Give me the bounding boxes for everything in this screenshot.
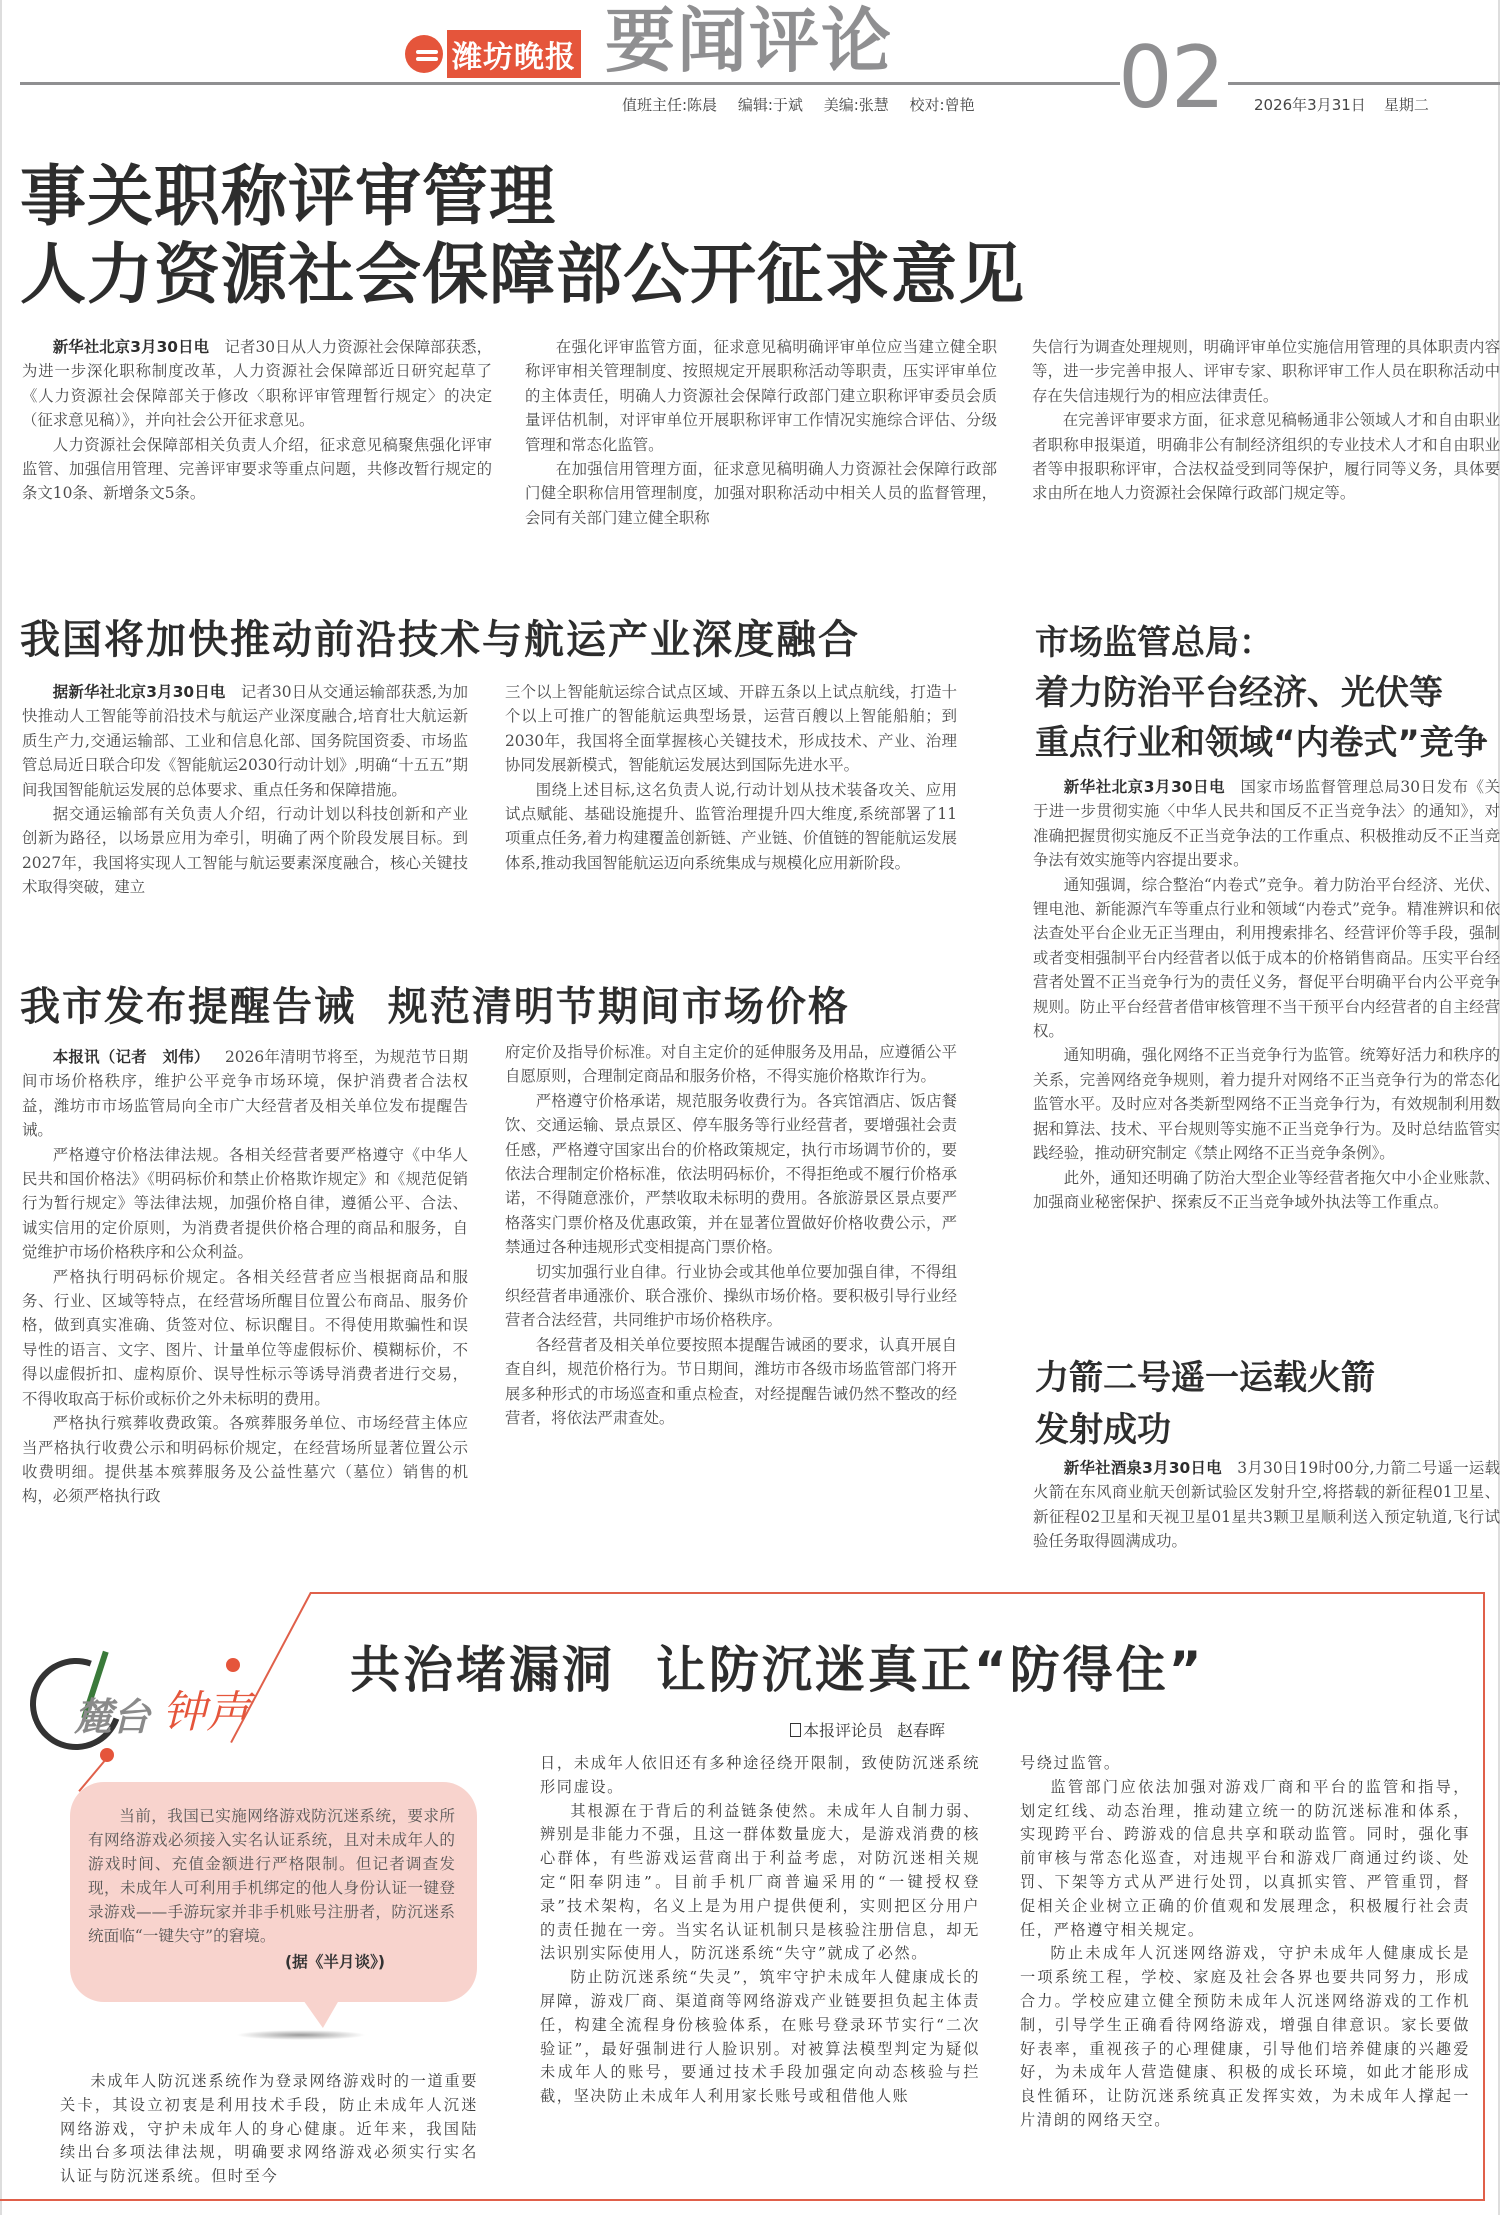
headline-line-1: 事关职称评审管理	[20, 158, 556, 235]
frame-rule-bottom	[0, 2199, 1485, 2201]
article-headline: 我国将加快推动前沿技术与航运产业深度融合	[20, 617, 860, 663]
paragraph: 监管部门应依法加强对游戏厂商和平台的监管和指导，划定红线、动态治理，推动建立统一的防沉迷标准和体系，实现跨平台、跨游戏的信息共享和联动监管。同时，强化事前审核与常态化巡查，对违规平台和游戏厂商通过约谈、处罚、下架等方式从严进行处罚，以真抓实管、严管重罚，督促相关企业树立正确的价值观和发展理念，积极履行社会责任，严格遵守相关规定。	[1020, 1777, 1470, 1939]
paragraph: 各经营者及相关单位要按照本提醒告诫函的要求，认真开展自查自纠，规范价格行为。节日期间，潍坊市各级市场监管部门将开展多种形式的市场巡查和重点检查，对经提醒告诫仍然不整改的经营者，将依法严肃查处。	[505, 1335, 957, 1428]
byline-role: 本报评论员	[803, 1721, 884, 1740]
staff-proofreader: 校对:曾艳	[909, 96, 975, 114]
frame-rule-right	[1483, 1592, 1485, 2199]
article-column-1	[22, 1045, 468, 1509]
headline-line-1: 市场监管总局：	[1035, 623, 1273, 663]
article-column-2	[505, 680, 957, 875]
byline	[790, 1718, 945, 1741]
quote-text: 当前，我国已实施网络游戏防沉迷系统，要求所有网络游戏必须接入实名认证系统，且对未成年人的游戏时间、充值金额进行严格限制。但记者调查发现，未成年人可利用手机绑定的他人身份认证一键登录游戏——手游玩家并非手机账号注册者，防沉迷系统面临“一键失守”的窘境。	[88, 1807, 455, 1945]
dateline: 新华社北京3月30日电	[1063, 778, 1226, 796]
page-border-left	[0, 0, 2, 2215]
header-rule-right	[1228, 82, 1500, 85]
paragraph: 本报讯（记者 刘伟） 2026年清明节将至，为规范节日期间市场价格秩序，维护公平竞争市场环境，保护消费者合法权益，潍坊市市场监管局向全市广大经营者及相关单位发布提醒告诫。	[22, 1048, 468, 1140]
article-body	[1033, 775, 1500, 1214]
issue-date	[1254, 94, 1429, 115]
headline-line-3: 重点行业和领域“内卷式”竞争	[1035, 723, 1488, 763]
paragraph: 防止未成年人沉迷网络游戏，守护未成年人健康成长是一项系统工程，学校、家庭及社会各界也要共同努力，形成合力。学校应建立健全预防未成年人沉迷网络游戏的工作机制，引导学生正确看待网络游戏，增强自律意识。家长要做好表率，重视孩子的心理健康，引导他们培养健康的兴趣爱好，为未成年人营造健康、积极的成长环境，如此才能形成良性循环，让防沉迷系统真正发挥实效，为未成年人撑起一片清朗的网络天空。	[1020, 1944, 1470, 2129]
article-body	[1033, 1456, 1500, 1554]
commentary-column-2	[540, 1752, 980, 2109]
article-column-3	[1032, 335, 1500, 506]
date-text: 2026年3月31日	[1254, 96, 1366, 114]
article-column-2	[525, 335, 997, 530]
paragraph: 切实加强行业自律。行业协会或其他单位要加强自律，不得组织经营者串通涨价、联合涨价、操纵市场价格。要积极引导行业经营者合法经营，共同维护市场价格秩序。	[505, 1262, 957, 1330]
paragraph: 在完善评审要求方面，征求意见稿畅通非公领域人才和自由职业者职称申报渠道，明确非公有制经济组织的专业技术人才和自由职业者等申报职称评审，合法权益受到同等保护，履行同等义务，具体要求由所在地人力资源社会保障行政部门规定等。	[1032, 411, 1500, 503]
paragraph: 失信行为调查处理规则，明确评审单位实施信用管理的具体职责内容等，进一步完善申报人、评审专家、职称评审工作人员在职称活动中存在失信违规行为的相应法律责任。	[1032, 338, 1500, 405]
article-column-2	[505, 1040, 957, 1431]
paragraph: 据新华社北京3月30日电 记者30日从交通运输部获悉,为加快推动人工智能等前沿技术与航运产业深度融合,培育壮大航运新质生产力,交通运输部、工业和信息化部、国务院国资委、市场监管总局近日联合印发《智能航运2030行动计划》,明确“十五五”期间我国智能航运发展的总体要求、重点任务和保障措施。	[22, 683, 468, 799]
paragraph: 严格遵守价格承诺，规范服务收费行为。各宾馆酒店、饭店餐饮、交通运输、景点景区、停车服务等行业经营者，要增强社会责任感，严格遵守国家出台的价格政策规定，执行市场调节价的，要依法合理制定价格标准，依法明码标价，不得拒绝或不履行价格承诺，不得随意涨价，严禁收取未标明的费用。各旅游景区景点要严格落实门票价格及优惠政策，并在显著位置做好价格收费公示，严禁通过各种违规形式变相提高门票价格。	[505, 1091, 957, 1257]
paragraph: 未成年人防沉迷系统作为登录网络游戏时的一道重要关卡，其设立初衷是利用技术手段，防止未成年人沉迷网络游戏，守护未成年人的身心健康。近年来，我国陆续出台多项法律法规，明确要求网络游戏必须实行实名认证与防沉迷系统。但时至今	[60, 2072, 478, 2186]
column-logo	[22, 1650, 282, 1760]
paragraph: 其根源在于背后的利益链条使然。未成年人自制力弱、辨别是非能力不强，且这一群体数量庞大，是游戏消费的核心群体，有些游戏运营商出于利益考虑，对防沉迷相关规定“阳奉阴违”。目前手机厂商普遍采用的“一键授权登录”技术架构，名义上是为用户提供便利，实则把区分用户的责任抛在一旁。当实名认证机制只是核验注册信息，却无法识别实际使用人，防沉迷系统“失守”就成了必然。	[540, 1801, 980, 1963]
headline-line-2: 发射成功	[1035, 1410, 1171, 1450]
quote-source: (据《半月谈》)	[284, 1953, 385, 1971]
staff-duty-editor: 值班主任:陈晨	[622, 96, 718, 114]
dateline: 新华社北京3月30日电	[52, 338, 210, 356]
headline-line-1: 力箭二号遥一运载火箭	[1035, 1358, 1375, 1398]
article-column-1	[22, 680, 468, 900]
commentary-column-3	[1020, 1752, 1470, 2133]
paragraph: 严格执行殡葬收费政策。各殡葬服务单位、市场经营主体应当严格执行收费公示和明码标价规定，在经营场所显著位置公示收费明细。提供基本殡葬服务及公益性墓穴（墓位）销售的机构，必须严格执行政	[22, 1414, 468, 1506]
commentary-headline: 共治堵漏洞 让防沉迷真正“防得住”	[350, 1641, 1205, 1699]
dateline: 新华社酒泉3月30日电	[1063, 1459, 1222, 1477]
byline-name: 赵春晖	[897, 1721, 946, 1740]
headline-line-2: 人力资源社会保障部公开征求意见	[20, 236, 1025, 313]
weekday-text: 星期二	[1383, 96, 1429, 114]
newspaper-logo	[405, 30, 581, 78]
dateline: 据新华社北京3月30日电	[52, 683, 226, 701]
paragraph: 新华社酒泉3月30日电 3月30日19时00分,力箭二号遥一运载火箭在东风商业航天创新试验区发射升空,将搭载的新征程01卫星、新征程02卫星和天视卫星01星共3颗卫星顺利送入预定轨道,飞行试验任务取得圆满成功。	[1033, 1459, 1500, 1551]
paragraph: 新华社北京3月30日电 记者30日从人力资源社会保障部获悉，为进一步深化职称制度改革，人力资源社会保障部近日研究起草了《人力资源社会保障部关于修改〈职称评审管理暂行规定〉的决定（征求意见稿）》，并向社会公开征求意见。	[22, 338, 492, 430]
paragraph: 号绕过监管。	[1020, 1754, 1121, 1772]
frame-rule-top	[310, 1592, 1485, 1594]
column-name-part-2: 钟声	[162, 1687, 250, 1738]
paragraph: 在加强信用管理方面，征求意见稿明确人力资源社会保障行政部门健全职称信用管理制度，加强对职称活动中相关人员的监督管理，会同有关部门建立健全职称	[525, 460, 997, 527]
paragraph: 新华社北京3月30日电 国家市场监督管理总局30日发布《关于进一步贯彻实施〈中华人民共和国反不正当竞争法〉的通知》，对准确把握贯彻实施反不正当竞争法的工作重点、积极推动反不正当竞争法有效实施等内容提出要求。	[1033, 778, 1500, 870]
section-title: 要闻评论	[605, 0, 893, 82]
quote-bubble-shadow	[236, 2030, 366, 2040]
paragraph: 在强化评审监管方面，征求意见稿明确评审单位应当建立健全职称评审相关管理制度、按照规定开展职称活动等职责，压实评审单位的主体责任，明确人力资源社会保障行政部门建立职称评审委员会质量评估机制，对评审单位开展职称评审工作情况实施综合评估、分级管理和常态化监管。	[525, 338, 997, 454]
paragraph: 此外，通知还明确了防治大型企业等经营者拖欠中小企业账款、加强商业秘密保护、探索反不正当竞争域外执法等工作重点。	[1033, 1168, 1500, 1211]
column-name-part-1: 麓台	[74, 1695, 151, 1739]
paragraph: 府定价及指导价标准。对自主定价的延伸服务及用品，应遵循公平自愿原则，合理制定商品和服务价格，不得实施价格欺诈行为。	[505, 1043, 957, 1086]
paragraph: 围绕上述目标,这名负责人说,行动计划从技术装备攻关、应用试点赋能、基础设施提升、监管治理提升四大维度,系统部署了11项重点任务,着力构建覆盖创新链、产业链、价值链的智能航运发展体系,推动我国智能航运迈向系统集成与规模化应用新阶段。	[505, 780, 957, 872]
article-headline	[20, 158, 1025, 314]
paragraph: 严格执行明码标价规定。各相关经营者应当根据商品和服务、行业、区域等特点，在经营场所醒目位置公布商品、服务价格，做到真实准确、货签对位、标识醒目。不得使用欺骗性和误导性的语言、文字、图片、计量单位等虚假标价、模糊标价，不得以虚假折扣、虚构原价、误导性标示等诱导消费者进行交易，不得收取高于标价或标价之外未标明的费用。	[22, 1267, 468, 1408]
staff-credits	[622, 94, 991, 115]
logo-mark-icon	[405, 35, 443, 73]
staff-designer: 美编:张慧	[823, 96, 889, 114]
dateline: 本报讯（记者 刘伟）	[52, 1048, 210, 1066]
article-headline	[1035, 1352, 1375, 1456]
header-rule-left	[20, 82, 1120, 85]
byline-box-icon	[790, 1723, 801, 1737]
paragraph: 防止防沉迷系统“失灵”，筑牢守护未成年人健康成长的屏障，游戏厂商、渠道商等网络游戏产业链要担负起主体责任，构建全流程身份核验体系，在账号登录环节实行“二次验证”，最好强制进行人脸识别。对被算法模型判定为疑似未成年人的账号，要通过技术手段加强定向动态核验与拦截，坚决防止未成年人利用家长账号或租借他人账	[540, 1968, 980, 2106]
paragraph: 三个以上智能航运综合试点区域、开辟五条以上试点航线，打造十个以上可推广的智能航运典型场景，运营百艘以上智能船舶；到2030年，我国将全面掌握核心关键技术，形成技术、产业、治理协同发展新模式，智能航运发展达到国际先进水平。	[505, 683, 957, 775]
paragraph: 人力资源社会保障部相关负责人介绍，征求意见稿聚焦强化评审监管、加强信用管理、完善评审要求等重点问题，共修改暂行规定的条文10条、新增条文5条。	[22, 435, 492, 503]
article-column-1	[22, 335, 492, 506]
quote-bubble	[70, 1782, 477, 2002]
paragraph: 据交通运输部有关负责人介绍，行动计划以科技创新和产业创新为路径，以场景应用为牵引，明确了两个阶段发展目标。到2027年，我国将实现人工智能与航运要素深度融合，核心关键技术取得突破，建立	[22, 805, 468, 897]
paragraph: 通知强调，综合整治“内卷式”竞争。着力防治平台经济、光伏、锂电池、新能源汽车等重点行业和领域“内卷式”竞争。精准辨识和依法查处平台企业无正当理由，利用搜索排名、经营评价等手段，强制或者变相强制平台内经营者以低于成本的价格销售商品。压实平台经营者处置不正当竞争行为的责任义务，督促平台明确平台内公平竞争规则。防止平台经营者借审核管理不当干预平台内经营者的自主经营权。	[1033, 875, 1500, 1041]
paragraph: 日，未成年人依旧还有多种途径绕开限制，致使防沉迷系统形同虚设。	[540, 1754, 980, 1796]
commentary-column-1	[60, 2070, 478, 2189]
article-headline	[1035, 618, 1488, 768]
staff-editor: 编辑:于斌	[737, 96, 803, 114]
quote-bubble-tail	[293, 2000, 339, 2028]
page-number: 02	[1118, 28, 1224, 128]
logo-text: 潍坊晚报	[447, 30, 581, 78]
paragraph: 通知明确，强化网络不正当竞争行为监管。统筹好活力和秩序的关系，完善网络竞争规则，着力提升对网络不正当竞争行为的常态化监管水平。及时应对各类新型网络不正当竞争行为，有效规制利用数据和算法、技术、平台规则等实施不正当竞争行为。及时总结监管实践经验，推动研究制定《禁止网络不正当竞争条例》。	[1033, 1046, 1500, 1163]
paragraph: 严格遵守价格法律法规。各相关经营者要严格遵守《中华人民共和国价格法》《明码标价和禁止价格欺诈规定》和《规范促销行为暂行规定》等法律法规，加强价格自律，遵循公平、合法、诚实信用的定价原则，为消费者提供价格合理的商品和服务，自觉维护市场价格秩序和公众利益。	[22, 1145, 468, 1262]
article-headline: 我市发布提醒告诫 规范清明节期间市场价格	[20, 984, 850, 1030]
masthead	[0, 0, 1500, 128]
headline-line-2: 着力防治平台经济、光伏等	[1035, 673, 1443, 713]
